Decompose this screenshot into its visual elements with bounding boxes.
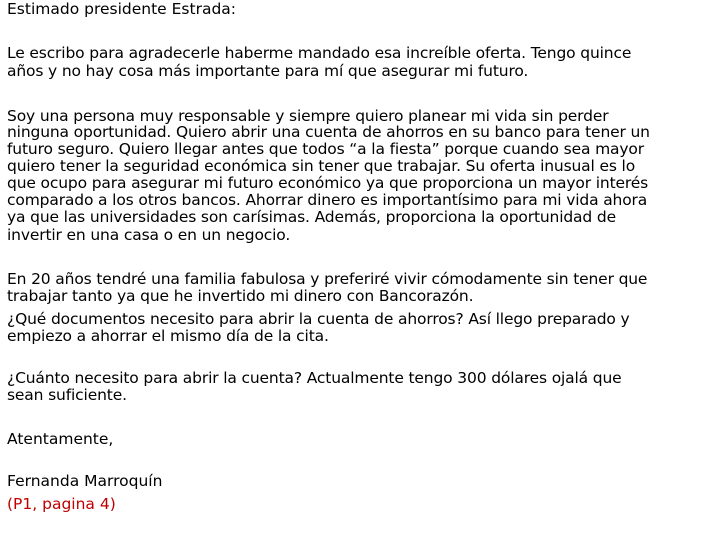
- closing: Atentamente,: [7, 430, 114, 448]
- paragraph3-line-2: trabajar tanto ya que he invertido mi dinero con Bancorazón.: [7, 287, 474, 305]
- paragraph2-line-1: Soy una persona muy responsable y siempre quiero planear mi vida sin perder: [7, 107, 609, 125]
- paragraph2-line-7: ya que las universidades son carísimas. Además, proporciona la oportunidad de: [7, 208, 616, 226]
- paragraph3-line-3: ¿Qué documentos necesito para abrir la cuenta de ahorros? Así llego preparado y: [7, 310, 630, 328]
- paragraph2-line-4: quiero tener la seguridad económica sin tener que trabajar. Su oferta inusual es lo: [7, 157, 636, 175]
- paragraph2-line-8: invertir en una casa o en un negocio.: [7, 226, 291, 244]
- paragraph1-line-1: Le escribo para agradecerle haberme mandado esa increíble oferta. Tengo quince: [7, 44, 632, 62]
- paragraph4-line-2: sean suficiente.: [7, 386, 127, 404]
- citation: (P1, pagina 4): [7, 495, 116, 513]
- paragraph2-line-2: ninguna oportunidad. Quiero abrir una cuenta de ahorros en su banco para tener un: [7, 123, 650, 141]
- signature: Fernanda Marroquín: [7, 472, 163, 490]
- paragraph1-line-2: años y no hay cosa más importante para mí que asegurar mi futuro.: [7, 62, 529, 80]
- paragraph3-line-1: En 20 años tendré una familia fabulosa y preferiré vivir cómodamente sin tener que: [7, 270, 648, 288]
- paragraph2-line-5: que ocupo para asegurar mi futuro económico ya que proporciona un mayor interés: [7, 174, 649, 192]
- paragraph3-line-4: empiezo a ahorrar el mismo día de la cita.: [7, 327, 329, 345]
- greeting: Estimado presidente Estrada:: [7, 0, 237, 18]
- paragraph4-line-1: ¿Cuánto necesito para abrir la cuenta? Actualmente tengo 300 dólares ojalá que: [7, 369, 622, 387]
- paragraph2-line-3: futuro seguro. Quiero llegar antes que todos “a la fiesta” porque cuando sea mayor: [7, 140, 644, 158]
- paragraph2-line-6: comparado a los otros bancos. Ahorrar dinero es importantísimo para mi vida ahora: [7, 191, 648, 209]
